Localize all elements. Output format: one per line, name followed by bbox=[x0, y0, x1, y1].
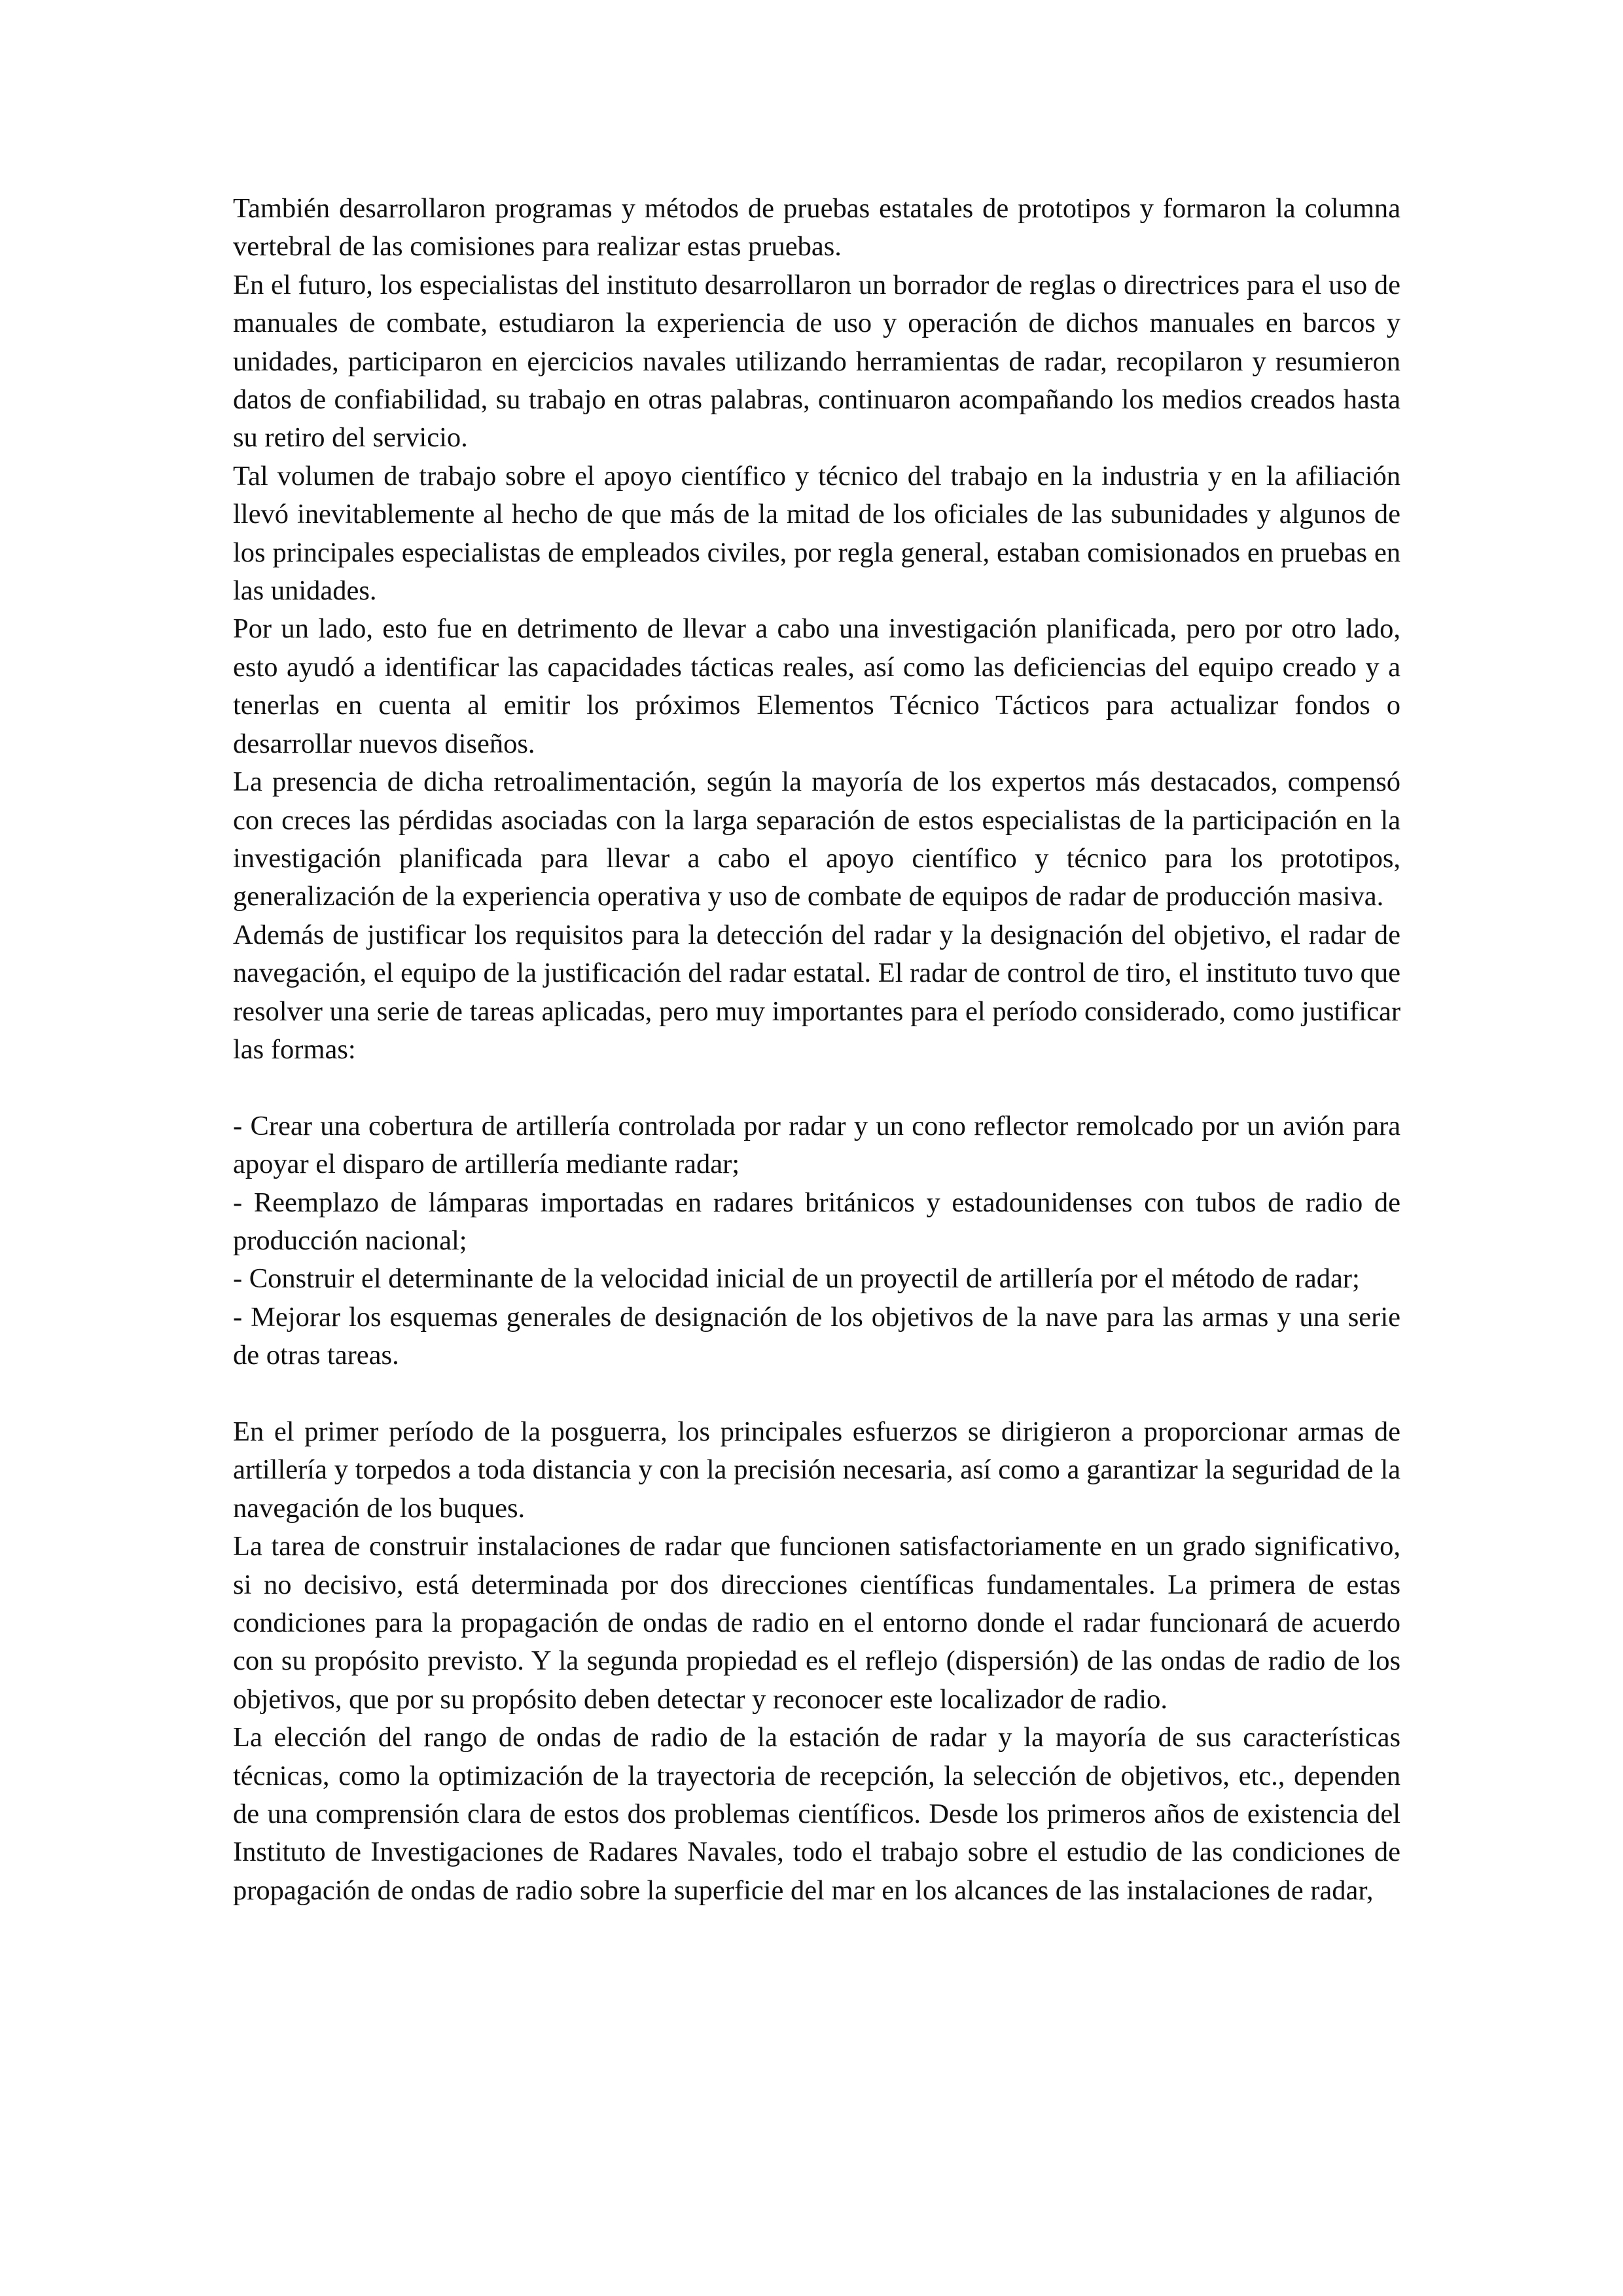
list-item: - Construir el determinante de la velocidad inicial de un proyectil de artillería por el método de radar; bbox=[233, 1263, 1360, 1295]
paragraph: La presencia de dicha retroalimentación, según la mayoría de los expertos más destacados, compensó con creces las pérdidas asociadas con la larga separación de estos especialistas de la participación en la investigación planificada para llevar a cabo el apoyo científico y técnico para los prototipos, generalización de la experiencia operativa y uso de combate de equipos de radar de producción masiva. bbox=[233, 766, 1400, 912]
paragraph: Además de justificar los requisitos para la detección del radar y la designación del objetivo, el radar de navegación, el equipo de la justificación del radar estatal. El radar de control de tiro, el instituto tuvo que resolver una serie de tareas aplicadas, pero muy importantes para el período considerado, como justificar las formas: bbox=[233, 919, 1400, 1065]
blank-line bbox=[233, 1375, 1400, 1413]
paragraph: También desarrollaron programas y métodos de pruebas estatales de prototipos y formaron la columna vertebral de las comisiones para realizar estas pruebas. bbox=[233, 193, 1400, 262]
list-item: - Crear una cobertura de artillería controlada por radar y un cono reflector remolcado por un avión para apoyar el disparo de artillería mediante radar; bbox=[233, 1110, 1400, 1180]
list-item: - Reemplazo de lámparas importadas en radares británicos y estadounidenses con tubos de radio de producción nacional; bbox=[233, 1187, 1400, 1256]
paragraph: La tarea de construir instalaciones de radar que funcionen satisfactoriamente en un grado significativo, si no decisivo, está determinada por dos direcciones científicas fundamentales. La primera de estas condiciones para la propagación de ondas de radio en el entorno donde el radar funcionará de acuerdo con su propósito previsto. Y la segunda propiedad es el reflejo (dispersión) de las ondas de radio de los objetivos, que por su propósito deben detectar y reconocer este localizador de radio. bbox=[233, 1531, 1400, 1715]
paragraph: Por un lado, esto fue en detrimento de llevar a cabo una investigación planificada, pero por otro lado, esto ayudó a identificar las capacidades tácticas reales, así como las deficiencias del equipo creado y a tenerlas en cuenta al emitir los próximos Elementos Técnico Tácticos para actualizar fondos o desarrollar nuevos diseños. bbox=[233, 613, 1400, 759]
document-page bbox=[233, 190, 1400, 1910]
blank-line bbox=[233, 1069, 1400, 1107]
paragraph: La elección del rango de ondas de radio de la estación de radar y la mayoría de sus características técnicas, como la optimización de la trayectoria de recepción, la selección de objetivos, etc., dependen de una comprensión clara de estos dos problemas científicos. Desde los primeros años de existencia del Instituto de Investigaciones de Radares Navales, todo el trabajo sobre el estudio de las condiciones de propagación de ondas de radio sobre la superficie del mar en los alcances de las instalaciones de radar, bbox=[233, 1722, 1400, 1906]
paragraph: En el futuro, los especialistas del instituto desarrollaron un borrador de reglas o directrices para el uso de manuales de combate, estudiaron la experiencia de uso y operación de dichos manuales en barcos y unidades, participaron en ejercicios navales utilizando herramientas de radar, recopilaron y resumieron datos de confiabilidad, su trabajo en otras palabras, continuaron acompañando los medios creados hasta su retiro del servicio. bbox=[233, 269, 1400, 454]
list-item: - Mejorar los esquemas generales de designación de los objetivos de la nave para las armas y una serie de otras tareas. bbox=[233, 1301, 1400, 1371]
paragraph: Tal volumen de trabajo sobre el apoyo científico y técnico del trabajo en la industria y en la afiliación llevó inevitablemente al hecho de que más de la mitad de los oficiales de las subunidades y algunos de los principales especialistas de empleados civiles, por regla general, estaban comisionados en pruebas en las unidades. bbox=[233, 460, 1400, 607]
task-list bbox=[233, 1107, 1400, 1375]
paragraph: En el primer período de la posguerra, los principales esfuerzos se dirigieron a proporcionar armas de artillería y torpedos a toda distancia y con la precisión necesaria, así como a garantizar la seguridad de la navegación de los buques. bbox=[233, 1416, 1400, 1524]
